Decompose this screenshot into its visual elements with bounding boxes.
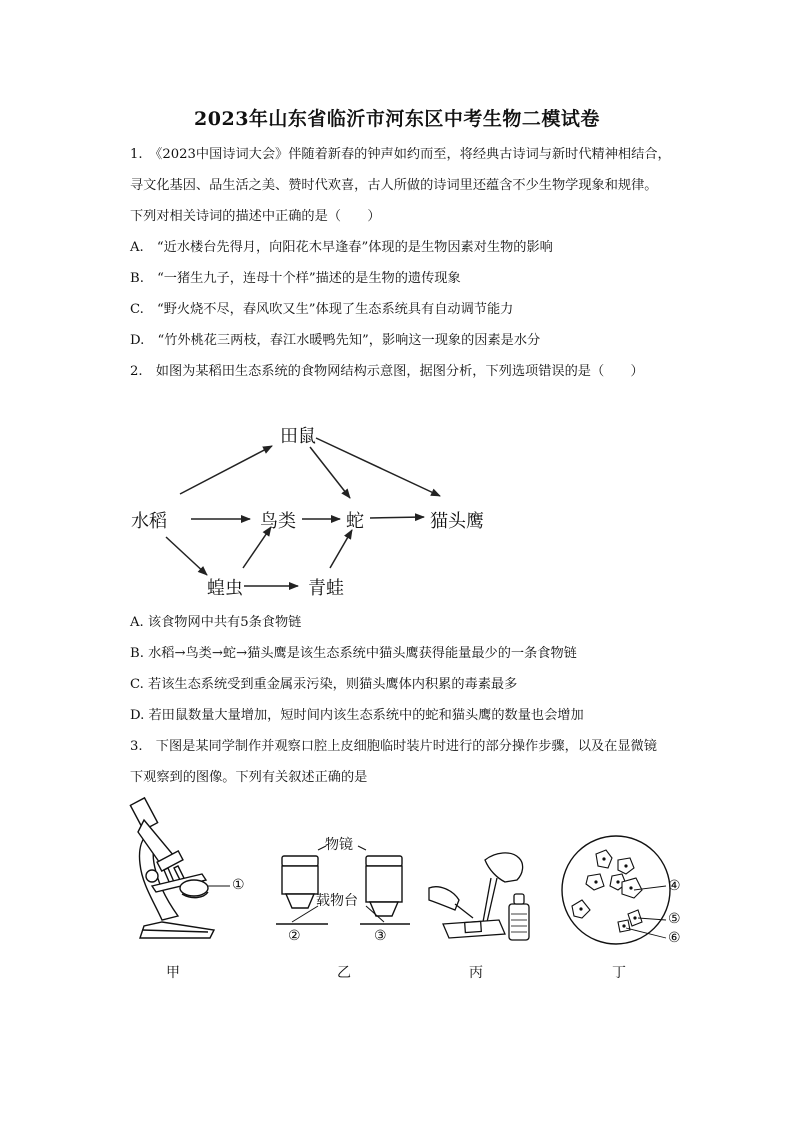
arrow-huangchong-niaolei [243, 527, 271, 568]
node-she: 蛇 [346, 511, 364, 532]
arrow-shuidao-huangchong [166, 537, 207, 575]
q3-stem-line2: 下观察到的图像。下列有关叙述正确的是 [130, 770, 368, 785]
caption-ding: 丁 [612, 965, 626, 981]
label-6: ⑥ [668, 930, 681, 946]
label-3: ③ [374, 928, 387, 944]
q3-stem-line1: 3. 下图是某同学制作并观察口腔上皮细胞临时装片时进行的部分操作步骤，以及在显微镜 [130, 739, 657, 754]
q2-option-b: B. 水稻→鸟类→蛇→猫头鹰是该生态系统中猫头鹰获得能量最少的一条食物链 [130, 646, 577, 661]
microscope-figure [122, 792, 262, 947]
caption-jia: 甲 [166, 965, 180, 981]
arrow-qingwa-she [330, 530, 352, 568]
q2-option-d: D. 若田鼠数量大量增加，短时间内该生态系统中的蛇和猫头鹰的数量也会增加 [130, 708, 584, 723]
label-1: ① [232, 877, 245, 893]
microscope-mirror [180, 880, 208, 896]
q1-option-b: B. “一猪生九子，连母十个样”描述的是生物的遗传现象 [130, 271, 461, 286]
objective-right-cap [366, 856, 402, 866]
hand-left [429, 887, 459, 910]
node-shuidao: 水稻 [131, 511, 167, 532]
q1-stem-line2: 寻文化基因、品生活之美、赞时代欢喜，古人所做的诗词里还蕴含不少生物学现象和规律。 [130, 178, 658, 193]
label-2: ② [288, 928, 301, 944]
arrow-shuidao-tianshu [180, 446, 272, 494]
objective-left-body [282, 866, 318, 894]
q2-option-c: C. 若该生态系统受到重金属汞污染，则猫头鹰体内积累的毒素最多 [130, 677, 518, 692]
arrow-she-maotouying [370, 517, 424, 518]
node-tianshu: 田鼠 [280, 426, 316, 447]
needle [455, 904, 473, 918]
tweezers [483, 878, 491, 922]
q2-stem: 2. 如图为某稻田生态系统的食物网结构示意图，据图分析，下列选项错误的是（ ） [130, 364, 644, 379]
arrow-tianshu-she [310, 447, 350, 498]
q1-stem-line1: 1. 《2023中国诗词大会》伴随着新春的钟声如约而至，将经典古诗词与新时代精神相结合， [130, 147, 671, 162]
q1-stem-line3: 下列对相关诗词的描述中正确的是（ ） [130, 209, 381, 224]
label-wujing: 物镜 [325, 837, 353, 853]
q1-option-c: C. “野火烧不尽，春风吹又生”体现了生态系统具有自动调节能力 [130, 302, 514, 317]
field-of-view [562, 836, 670, 944]
arrow-tianshu-maotouying [316, 438, 440, 496]
caption-yi: 乙 [337, 965, 351, 981]
label-zaiwutai: 载物台 [316, 893, 358, 909]
label-5: ⑤ [668, 911, 681, 927]
q1-option-d: D. “竹外桃花三两枝，春江水暖鸭先知”，影响这一现象的因素是水分 [130, 333, 541, 348]
caption-bing: 丙 [469, 965, 483, 981]
node-qingwa: 青蛙 [308, 578, 344, 599]
q1-option-a: A. “近水楼台先得月，向阳花木早逢春”体现的是生物因素对生物的影响 [130, 240, 553, 255]
node-maotouying: 猫头鹰 [430, 511, 484, 532]
node-niaolei: 鸟类 [260, 511, 296, 532]
node-huangchong: 蝗虫 [207, 578, 243, 599]
slide-preparation-figure [425, 848, 535, 948]
page-title: 2023年山东省临沂市河东区中考生物二模试卷 [194, 108, 600, 130]
dropper-bottle [509, 904, 529, 940]
objective-left-cap [282, 856, 318, 866]
microscope-focus-knob [146, 870, 158, 882]
q2-option-a: A. 该食物网中共有5条食物链 [130, 615, 302, 630]
objective-right-body [366, 866, 402, 902]
label-4: ④ [668, 878, 681, 894]
hand-right [485, 853, 523, 882]
cover-slip [465, 921, 482, 932]
